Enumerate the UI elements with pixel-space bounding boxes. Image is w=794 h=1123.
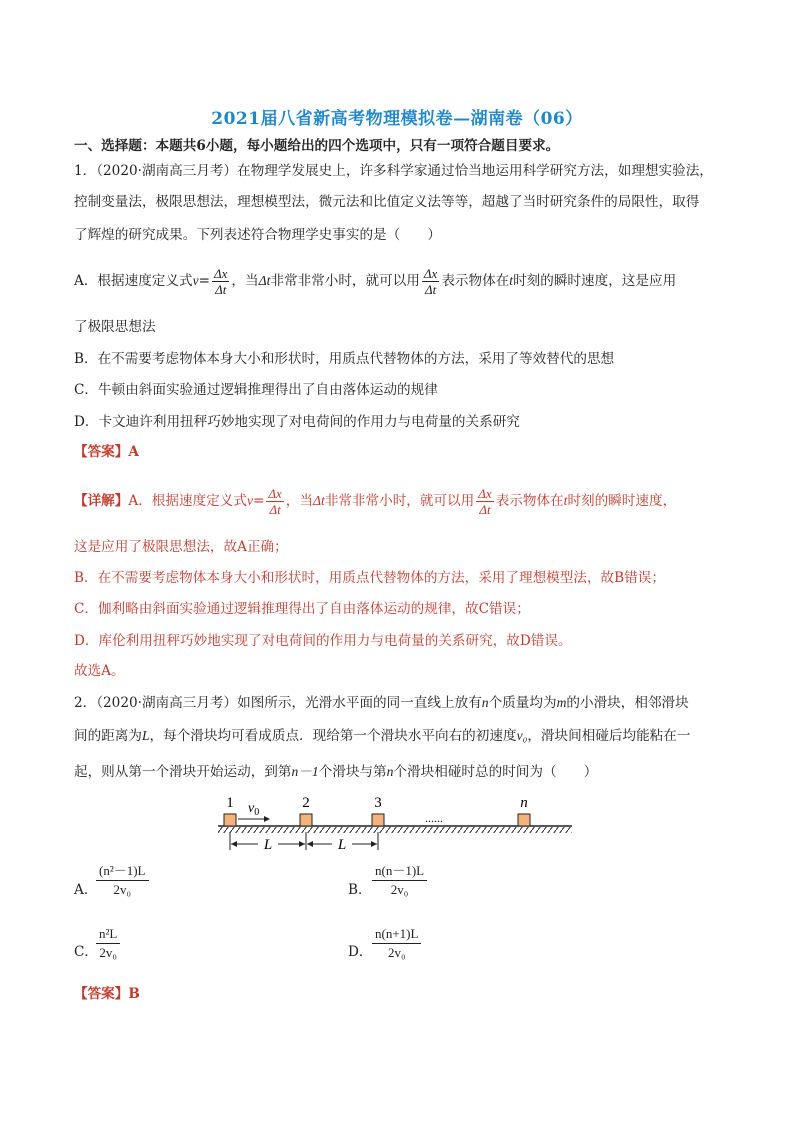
q1-line-1: 1．（2020·湖南高三月考）在物理学发展史上，许多科学家通过恰当地运用科学研究方法，如理想实验法， bbox=[74, 163, 713, 179]
q2-option-b-label: B． bbox=[348, 882, 372, 898]
ellipsis-dots: ...... bbox=[425, 811, 443, 825]
q1-option-d: D．卡文迪许利用扭秤巧妙地实现了对电荷间的作用力与电荷量的关系研究 bbox=[74, 414, 520, 430]
q2-option-d-formula: $\frac{n(n+1)L}{\text{2v₀}}$ bbox=[372, 925, 421, 962]
v0-label: $v_0$ bbox=[248, 801, 260, 818]
q2-option-b-formula: $\frac{n(n-1)L}{\text{2v₀}}$ bbox=[372, 862, 427, 899]
q1-option-b: B．在不需要考虑物体本身大小和形状时，用质点代替物体的方法，采用了等效替代的思想 bbox=[74, 351, 615, 367]
q1-detail-b: B．在不需要考虑物体本身大小和形状时，用质点代替物体的方法，采用了理想模型法，故B错误； bbox=[74, 570, 665, 586]
block-label-2: 2 bbox=[302, 795, 310, 811]
q2-option-a-formula: $\frac{\text{(n²－1)L}}{\text{2v₀}}$ bbox=[96, 862, 149, 899]
block-label-3: 3 bbox=[374, 795, 382, 811]
q1-line-3: 了辉煌的研究成果。下列表述符合物理学史事实的是（ ） bbox=[74, 227, 442, 243]
velocity-arrow-head bbox=[264, 816, 270, 822]
block-label-n: n bbox=[520, 795, 528, 811]
dimension-label-L: L bbox=[263, 837, 273, 853]
q1-detail-a: 【详解】A．根据速度定义式v= $\frac{\Delta x}{\Delta t}$ ，当Δt非常非常小时，就可以用 $\frac{\Delta x}{\Delta t}$ 表示物体在t时刻的瞬时速度， bbox=[74, 486, 677, 517]
q1-answer: 【答案】A bbox=[74, 444, 139, 460]
q2-option-d-label: D． bbox=[348, 944, 373, 960]
q1-option-a-continued: 了极限思想法 bbox=[74, 319, 156, 335]
q1-choose: 故选A。 bbox=[74, 663, 125, 679]
q2-option-c-label: C． bbox=[74, 944, 98, 960]
q1-option-a: A．根据速度定义式v= $\frac{\Delta x}{\Delta t}$ ，当Δt非常非常小时，就可以用 $\frac{\Delta x}{\Delta t}$ 表示物体在t时刻的瞬时速度，这是应用 bbox=[74, 266, 677, 297]
q2-answer: 【答案】B bbox=[74, 986, 140, 1002]
page-title: 2021届八省新高考物理模拟卷—湖南卷（06） bbox=[211, 109, 583, 129]
q1-detail-c: C．伽利略由斜面实验通过逻辑推理得出了自由落体运动的规律，故C错误； bbox=[74, 601, 530, 617]
dimension-label-L: L bbox=[337, 837, 347, 853]
q2-line-2: 间的距离为L，每个滑块均可看成质点．现给第一个滑块水平向右的初速度v₀，滑块间相碰后均能粘在一 bbox=[74, 728, 691, 744]
section-heading: 一、选择题：本题共6小题，每小题给出的四个选项中，只有一项符合题目要求。 bbox=[74, 138, 560, 154]
block-label-1: 1 bbox=[226, 795, 234, 811]
velocity-fraction: $\frac{\Delta x}{\Delta t}$ bbox=[478, 486, 492, 517]
velocity-fraction: $\frac{\Delta x}{\Delta t}$ bbox=[268, 486, 282, 517]
velocity-fraction: $\frac{\Delta x}{\Delta t}$ bbox=[214, 266, 228, 297]
slider-block-3 bbox=[372, 814, 384, 826]
slider-block-n bbox=[518, 814, 530, 826]
q2-option-c-formula: $\frac{\text{n²L}}{\text{2v₀}}$ bbox=[96, 925, 120, 962]
ground-hatch bbox=[218, 827, 572, 833]
q1-detail-d: D．库伦利用扭秤巧妙地实现了对电荷间的作用力与电荷量的关系研究，故D错误。 bbox=[74, 633, 572, 649]
q2-line-1: 2．（2020·湖南高三月考）如图所示，光滑水平面的同一直线上放有n个质量均为m的小滑块，相邻滑块 bbox=[74, 695, 689, 711]
q2-option-a-label: A． bbox=[74, 882, 98, 898]
sliders-figure bbox=[214, 790, 578, 858]
q1-option-c: C．牛顿由斜面实验通过逻辑推理得出了自由落体运动的规律 bbox=[74, 382, 438, 398]
slider-block-1 bbox=[224, 814, 236, 826]
q2-line-3: 起，则从第一个滑块开始运动，到第n－1个滑块与第n个滑块相碰时总的时间为（ ） bbox=[74, 764, 598, 780]
q1-detail-a-continued: 这是应用了极限思想法，故A正确； bbox=[74, 539, 288, 555]
slider-block-2 bbox=[300, 814, 312, 826]
q1-line-2: 控制变量法，极限思想法，理想模型法，微元法和比值定义法等等，超越了当时研究条件的局限性，取得 bbox=[74, 194, 700, 210]
velocity-fraction: $\frac{\Delta x}{\Delta t}$ bbox=[423, 266, 438, 297]
